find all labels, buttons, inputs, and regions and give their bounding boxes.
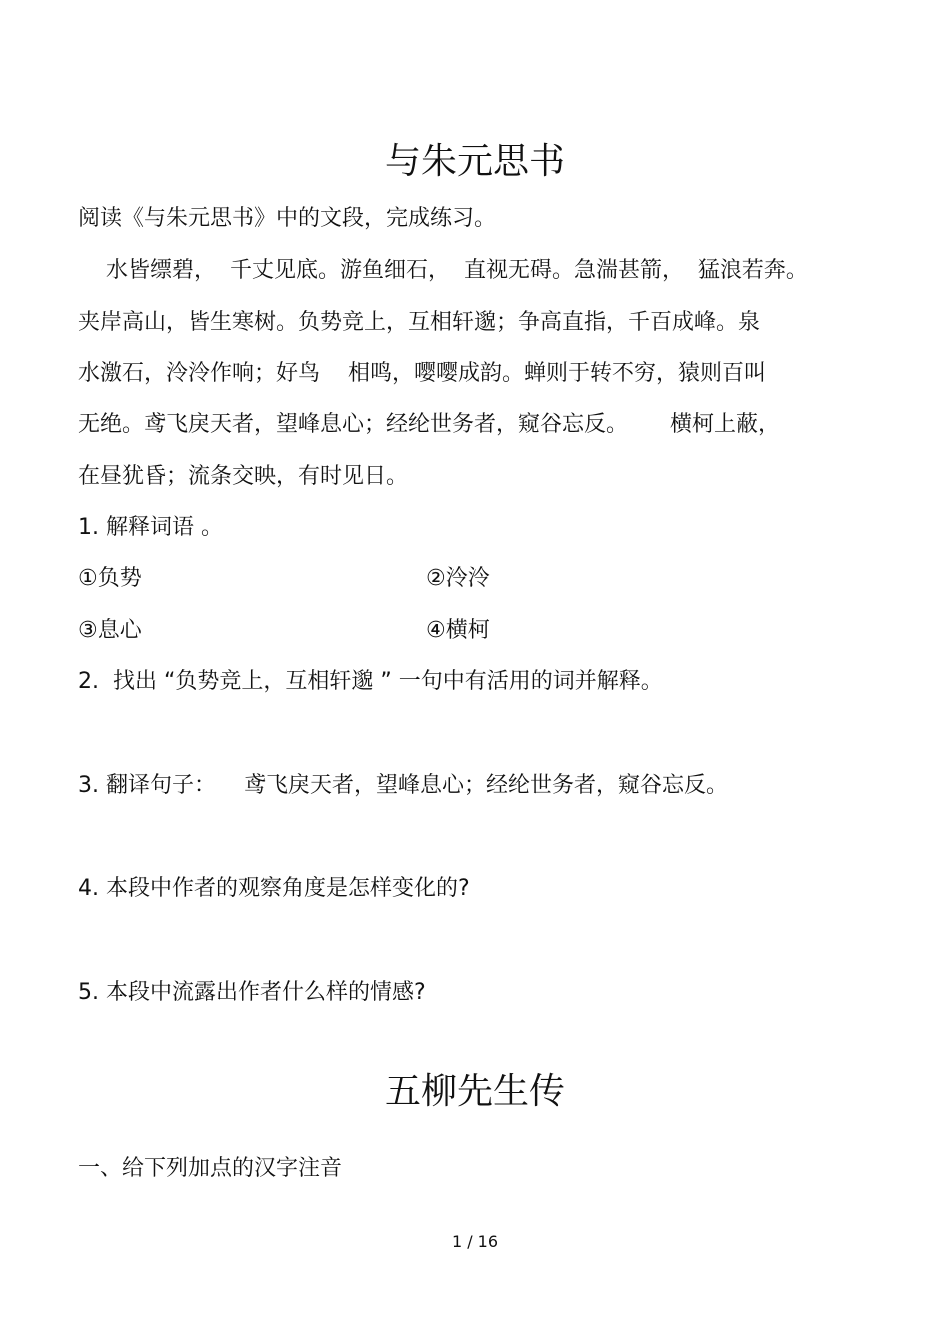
section2-title: 五柳先生传 bbox=[384, 1071, 565, 1112]
question-4: 4. 本段中作者的观察角度是怎样变化的? bbox=[78, 876, 470, 901]
question-3: 3. 翻译句子： 鸢飞戾天者，望峰息心；经纶世务者，窥谷忘反。 bbox=[78, 773, 728, 798]
passage-line-5: 在昼犹昏；流条交映，有时见日。 bbox=[78, 464, 409, 489]
q1-item-2: ②泠泠 bbox=[426, 566, 490, 591]
q1-item-1: ①负势 bbox=[78, 566, 142, 591]
q1-item-3: ③息心 bbox=[78, 618, 142, 643]
question-2: 2. 找出 “负势竞上，互相轩邈 ” 一句中有活用的词并解释。 bbox=[78, 669, 663, 694]
page-number: 1 / 16 bbox=[451, 1232, 499, 1251]
passage-line-1: 水皆缥碧， 千丈见底。游鱼细石， 直视无碍。急湍甚箭， 猛浪若奔。 bbox=[78, 258, 808, 283]
question-5: 5. 本段中流露出作者什么样的情感? bbox=[78, 980, 426, 1005]
section1-title: 与朱元思书 bbox=[384, 141, 565, 182]
intro-text: 阅读《与朱元思书》中的文段，完成练习。 bbox=[78, 206, 497, 231]
passage-line-3: 水激石，泠泠作响；好鸟 相鸣，嘤嘤成韵。蝉则于转不穷，猿则百叫 bbox=[78, 361, 766, 386]
question-1: 1. 解释词语 。 bbox=[78, 515, 223, 540]
passage-line-4: 无绝。鸢飞戾天者，望峰息心；经纶世务者，窥谷忘反。 横柯上蔽， bbox=[78, 412, 780, 437]
section2-question-1: 一、给下列加点的汉字注音 bbox=[78, 1156, 343, 1181]
passage-line-2: 夹岸高山，皆生寒树。负势竞上，互相轩邈；争高直指，千百成峰。泉 bbox=[78, 310, 761, 335]
q1-item-4: ④横柯 bbox=[426, 618, 490, 643]
